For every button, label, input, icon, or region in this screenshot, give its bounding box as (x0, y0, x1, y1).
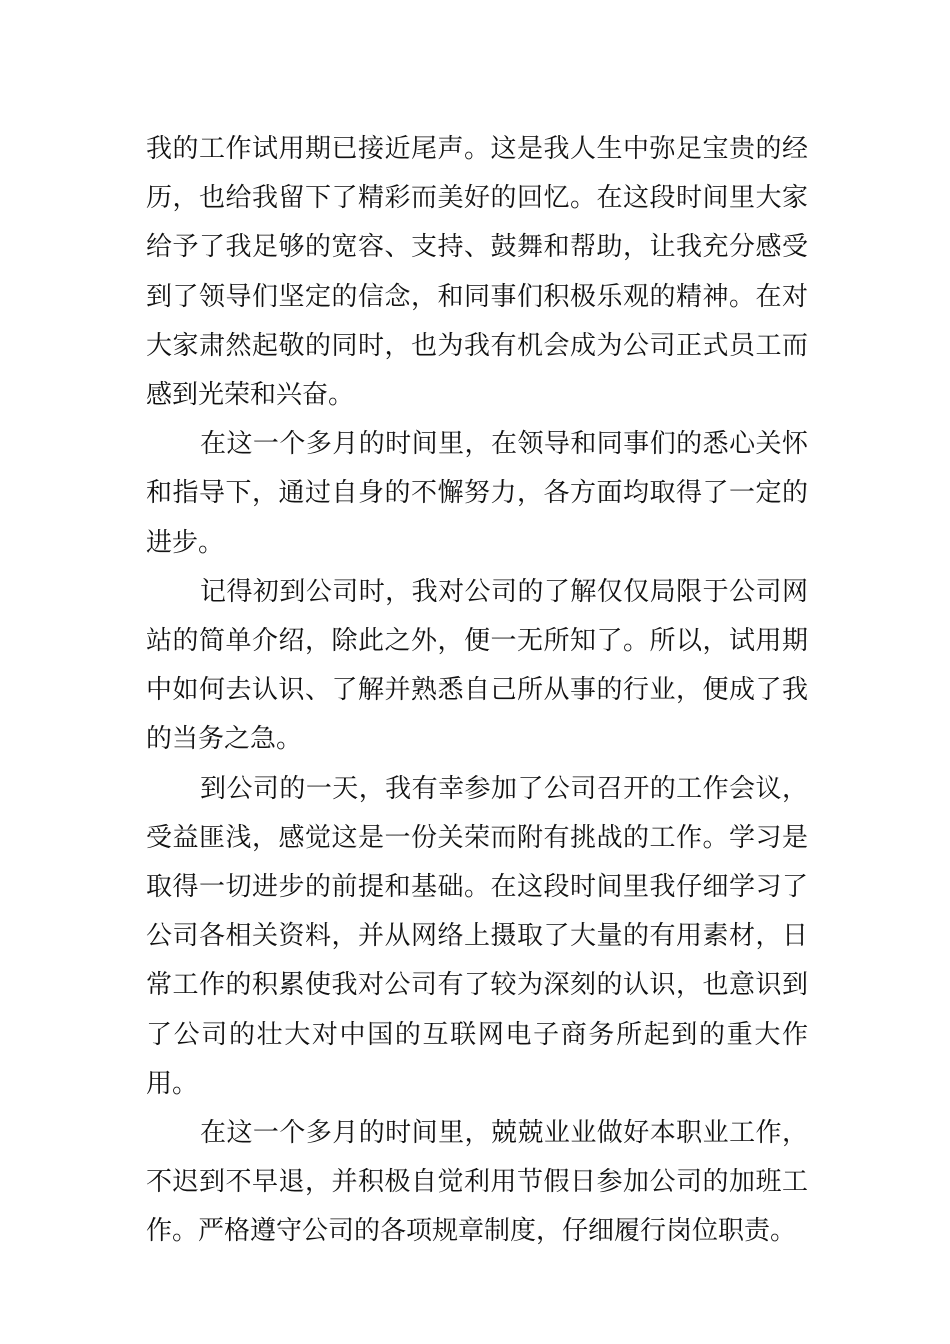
paragraph-5: 在这一个多月的时间里，兢兢业业做好本职业工作，不迟到不早退，并积极自觉利用节假日参加公司的加班工作。严格遵守公司的各项规章制度，仔细履行岗位职责。 (146, 1118, 808, 1247)
paragraph-1: 我的工作试用期已接近尾声。这是我人生中弥足宝贵的经历，也给我留下了精彩而美好的回忆。在这段时间里大家给予了我足够的宽容、支持、鼓舞和帮助，让我充分感受到了领导们坚定的信念，和同事们积极乐观的精神。在对大家肃然起敬的同时，也为我有机会成为公司正式员工而感到光荣和兴奋。 (146, 134, 808, 411)
document-body (146, 125, 808, 1257)
paragraph-4: 到公司的一天，我有幸参加了公司召开的工作会议，受益匪浅，感觉这是一份关荣而附有挑战的工作。学习是取得一切进步的前提和基础。在这段时间里我仔细学习了公司各相关资料，并从网络上摄取了大量的有用素材，日常工作的积累使我对公司有了较为深刻的认识，也意识到了公司的壮大对中国的互联网电子商务所起到的重大作用。 (146, 773, 808, 1099)
paragraph-3: 记得初到公司时，我对公司的了解仅仅局限于公司网站的简单介绍，除此之外，便一无所知了。所以，试用期中如何去认识、了解并熟悉自己所从事的行业，便成了我的当务之急。 (146, 576, 808, 755)
paragraph-2: 在这一个多月的时间里，在领导和同事们的悉心关怀和指导下，通过自身的不懈努力，各方面均取得了一定的进步。 (146, 429, 808, 558)
